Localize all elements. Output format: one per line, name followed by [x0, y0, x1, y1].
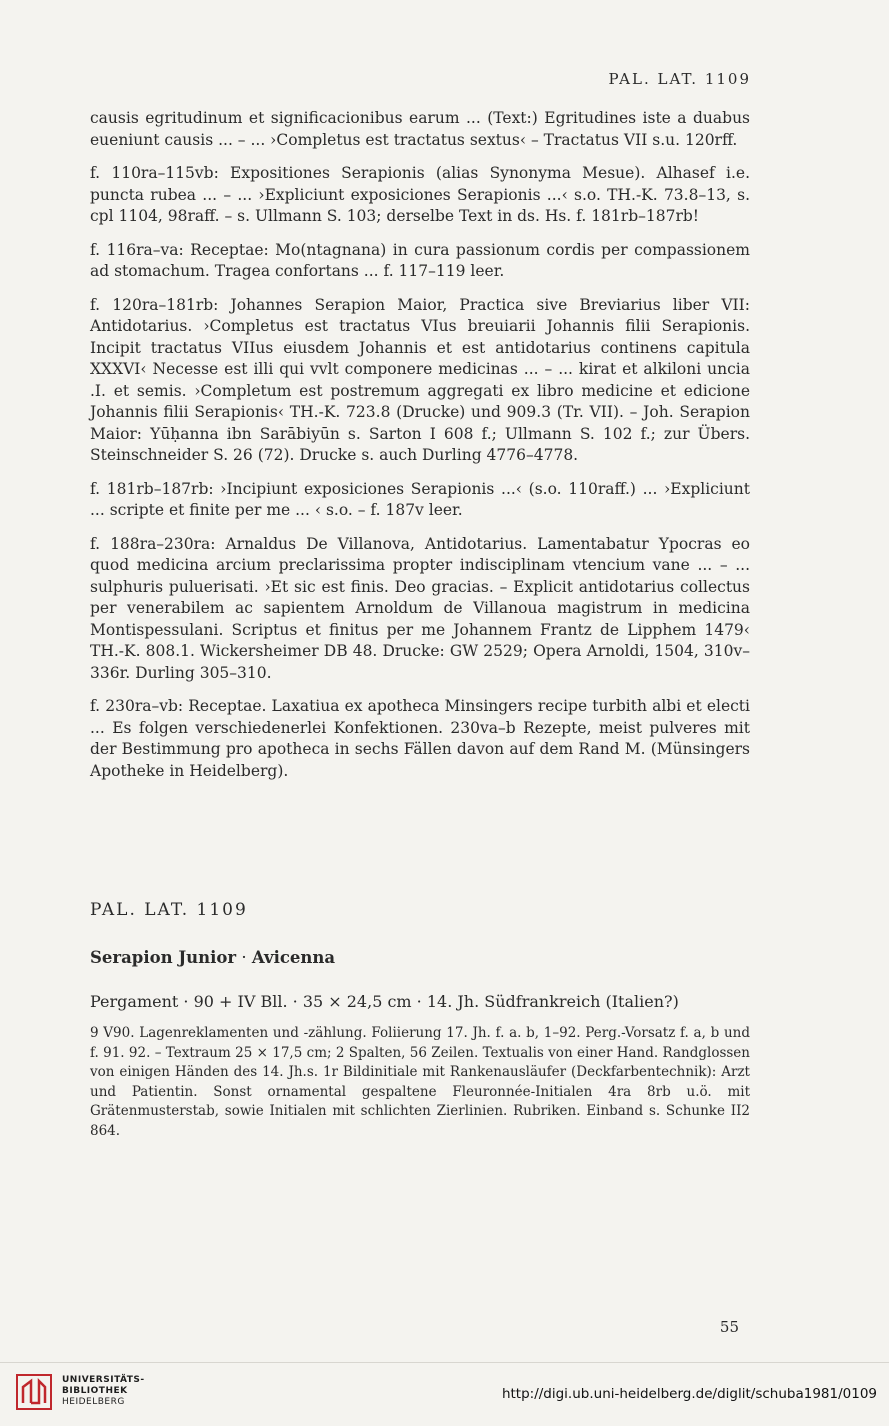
subtitle-author: Serapion Junior	[90, 948, 237, 967]
paragraph-6: f. 188ra–230ra: Arnaldus De Villanova, Antidotarius. Lamentabatur Ypocras eo quod medicina arcium preclarissima propter indisciplinam vtencium vane ... – ... sulphuris puluerisati. ›Et sic est finis. Deo gracias. – Explicit antidotarius collectus per venerabilem ac sapientem Arnoldum de Villanoua magistrum in medicina Montispessulani. Scriptus et finitus per me Johannem Frantz de Lipphem 1479‹ TH.-K. 808.1. Wickersheimer DB 48. Drucke: GW 2529; Opera Arnoldi, 1504, 310v–336r. Durling 305–310.	[90, 534, 750, 682]
source-url-link[interactable]: http://digi.ub.uni-heidelberg.de/diglit/schuba1981/0109	[501, 1386, 877, 1402]
section-title: PAL. LAT. 1109	[90, 900, 248, 920]
library-line-1: UNIVERSITÄTS-	[62, 1375, 145, 1385]
codicological-description: 9 V90. Lagenreklamenten und -zählung. Foliierung 17. Jh. f. a. b, 1–92. Perg.-Vorsatz f. a, b und f. 91. 92. – Textraum 25 × 17,5 cm; 2 Spalten, 56 Zeilen. Textualis von einer Hand. Randglossen von einigen Händen des 14. Jh.s. 1r Bildinitiale mit Rankenausläufer (Deckfarbentechnik): Arzt und Patientin. Sonst ornamental gespaltene Fleuronnée-Initialen 4ra 8rb u.ö. mit Grätenmusterstab, sowie Initialen mit schlichten Zierlinien. Rubriken. Einband s. Schunke II2 864.	[90, 1025, 750, 1139]
physical-description: Pergament · 90 + IV Bll. · 35 × 24,5 cm · 14. Jh. Südfrankreich (Italien?)	[90, 992, 679, 1011]
library-line-3: HEIDELBERG	[62, 1397, 125, 1407]
library-name	[62, 1375, 145, 1408]
library-line-2: BIBLIOTHEK	[62, 1386, 128, 1396]
main-text	[90, 108, 750, 794]
subtitle-author-2: Avicenna	[251, 948, 336, 967]
running-head: PAL. LAT. 1109	[608, 70, 751, 88]
paragraph-1: causis egritudinum et significacionibus earum ... (Text:) Egritudines iste a duabus eueniunt causis ... – ... ›Completus est tractatus sextus‹ – Tractatus VII s.u. 120rff.	[90, 109, 750, 149]
paragraph-2: f. 110ra–115vb: Expositiones Serapionis (alias Synonyma Mesue). Alhasef i.e. puncta rubea ... – ... ›Expliciunt exposiciones Serapionis ...‹ s.o. TH.-K. 73.8–13, s. cpl 1104, 98raff. – s. Ullmann S. 103; derselbe Text in ds. Hs. f. 181rb–187rb!	[90, 164, 750, 225]
page-number: 55	[719, 1318, 739, 1336]
subtitle-separator: ·	[241, 948, 247, 967]
section-subtitle	[90, 948, 335, 967]
paragraph-3: f. 116ra–va: Receptae: Mo(ntagnana) in cura passionum cordis per compassionem ad stomachum. Tragea confortans ... f. 117–119 leer.	[90, 240, 750, 280]
paragraph-5: f. 181rb–187rb: ›Incipiunt exposiciones Serapionis ...‹ (s.o. 110raff.) ... ›Expliciunt ... scripte et finite per me ... ‹ s.o. – f. 187v leer.	[90, 479, 750, 519]
ub-heidelberg-logo-icon	[14, 1372, 54, 1412]
paragraph-4: f. 120ra–181rb: Johannes Serapion Maior, Practica sive Breviarius liber VII: Antidotarius. ›Completus est tractatus VIus breuiarii Johannis filii Serapionis. Incipit tractatus VIIus eiusdem Johannis et est antidotarius continens capitula XXXVI‹ Necesse est illi qui vvlt componere medicinas ... – ... kirat et alkiloni uncia .I. et semis. ›Completum est postremum aggregati ex libro medicine et edicione Johannis filii Serapionis‹ TH.-K. 723.8 (Drucke) und 909.3 (Tr. VII). – Joh. Serapion Maior: Yūḥanna ibn Sarābiyūn s. Sarton I 608 f.; Ullmann S. 102 f.; zur Übers. Steinschneider S. 26 (72). Drucke s. auch Durling 4776–4778.	[90, 295, 750, 464]
footer-divider	[0, 1362, 889, 1363]
paragraph-7: f. 230ra–vb: Receptae. Laxatiua ex apotheca Minsingers recipe turbith albi et electi ... Es folgen verschiedenerlei Konfektionen. 230va–b Rezepte, meist pulveres mit der Bestimmung pro apotheca in sechs Fällen davon auf dem Rand M. (Münsingers Apotheke in Heidelberg).	[90, 697, 750, 780]
